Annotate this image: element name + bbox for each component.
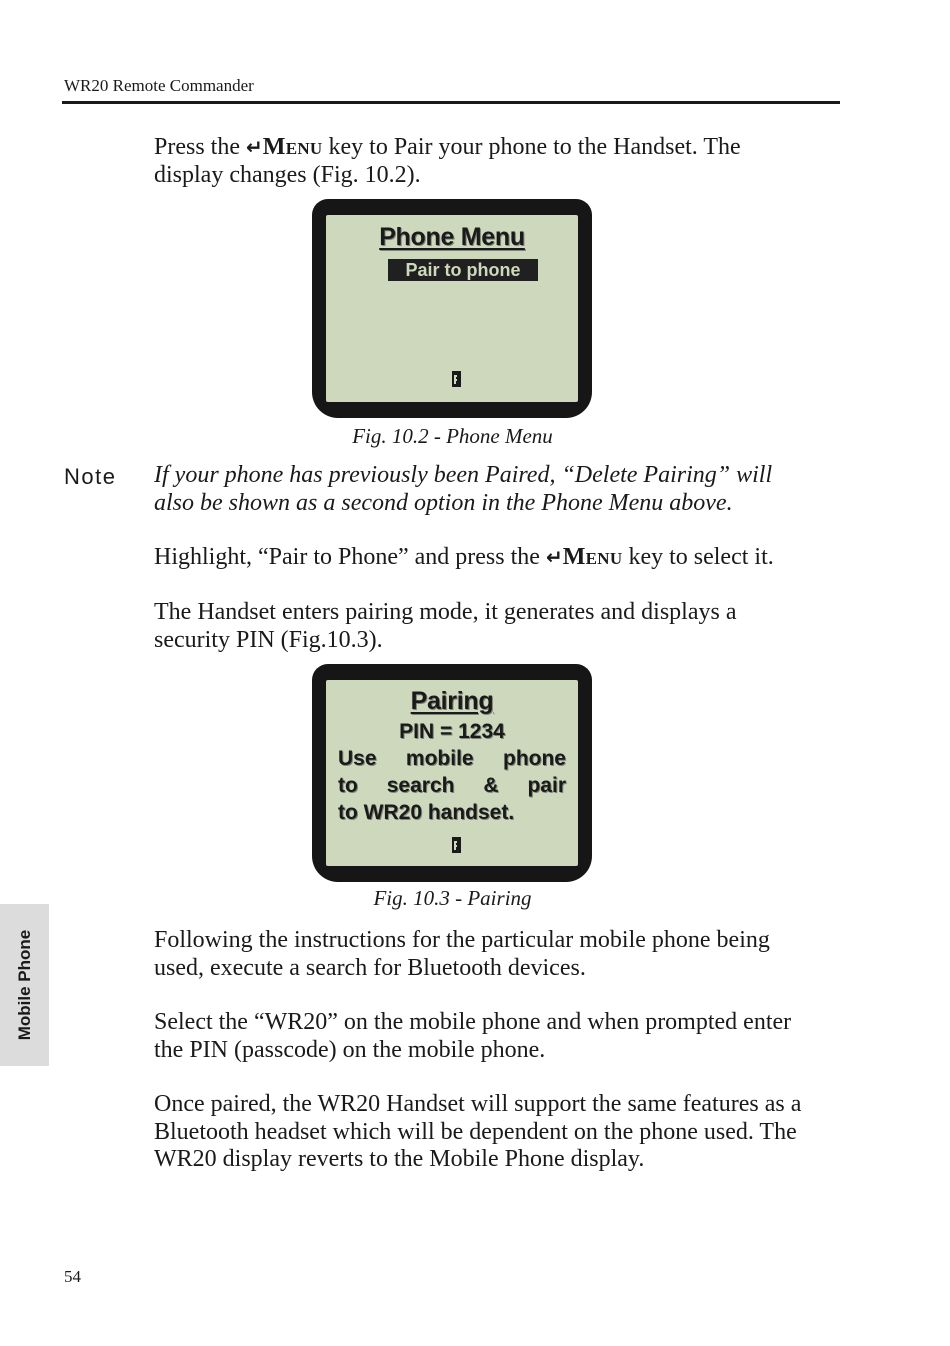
lcd-highlighted-menu-item: Pair to phone <box>388 259 538 281</box>
paragraph-pairing-mode: The Handset enters pairing mode, it generates and displays a security PIN (Fig.10.3). <box>154 599 737 653</box>
paragraph-search: Following the instructions for the particular mobile phone being used, execute a search for Bluetooth devices. <box>154 927 770 981</box>
paragraph-highlight: Highlight, “Pair to Phone” and press the ↵Menu key to select it. <box>154 544 774 570</box>
enter-key-icon: ↵ <box>545 545 563 569</box>
note-text: If your phone has previously been Paired, “Delete Pairing” will also be shown as a second option in the Phone Menu above. <box>154 462 773 516</box>
lcd-screen <box>326 680 578 866</box>
section-side-tab <box>0 904 49 1066</box>
paragraph-line: Press the ↵Menu key to Pair your phone to the Handset. The <box>154 134 741 160</box>
lcd-instruction-line: to WR20 handset. <box>338 801 515 824</box>
paragraph-press-menu <box>154 134 844 189</box>
figure-caption: Fig. 10.2 - Phone Menu <box>352 424 553 448</box>
header-divider <box>62 101 840 104</box>
battery-icon <box>452 371 461 387</box>
lcd-screen <box>326 215 578 402</box>
lcd-title: Pairing <box>410 687 494 715</box>
section-side-tab-label: Mobile Phone <box>14 929 34 1041</box>
running-header: WR20 Remote Commander <box>64 76 254 95</box>
note-label: Note <box>64 464 117 489</box>
lcd-instruction-line: to search & pair <box>338 774 566 797</box>
menu-key-label: Menu <box>262 134 323 160</box>
lcd-title: Phone Menu <box>379 223 525 251</box>
lcd-pin: PIN = 1234 <box>399 720 505 743</box>
battery-icon <box>452 837 461 853</box>
page-number: 54 <box>64 1267 81 1286</box>
paragraph-select: Select the “WR20” on the mobile phone and when prompted enter the PIN (passcode) on the mobile phone. <box>154 1009 792 1063</box>
menu-key-label: Menu <box>562 544 623 570</box>
paragraph-once-paired: Once paired, the WR20 Handset will support the same features as a Bluetooth headset which will be dependent on the phone used. The WR20 display reverts to the Mobile Phone display. <box>154 1091 802 1172</box>
enter-key-icon: ↵ <box>246 135 263 159</box>
lcd-instruction-line: Use mobile phone <box>338 747 566 770</box>
lcd-phone-menu-figure <box>312 199 592 418</box>
figure-caption: Fig. 10.3 - Pairing <box>373 886 532 910</box>
lcd-pairing-figure <box>312 664 592 882</box>
paragraph-line: display changes (Fig. 10.2). <box>154 161 421 188</box>
